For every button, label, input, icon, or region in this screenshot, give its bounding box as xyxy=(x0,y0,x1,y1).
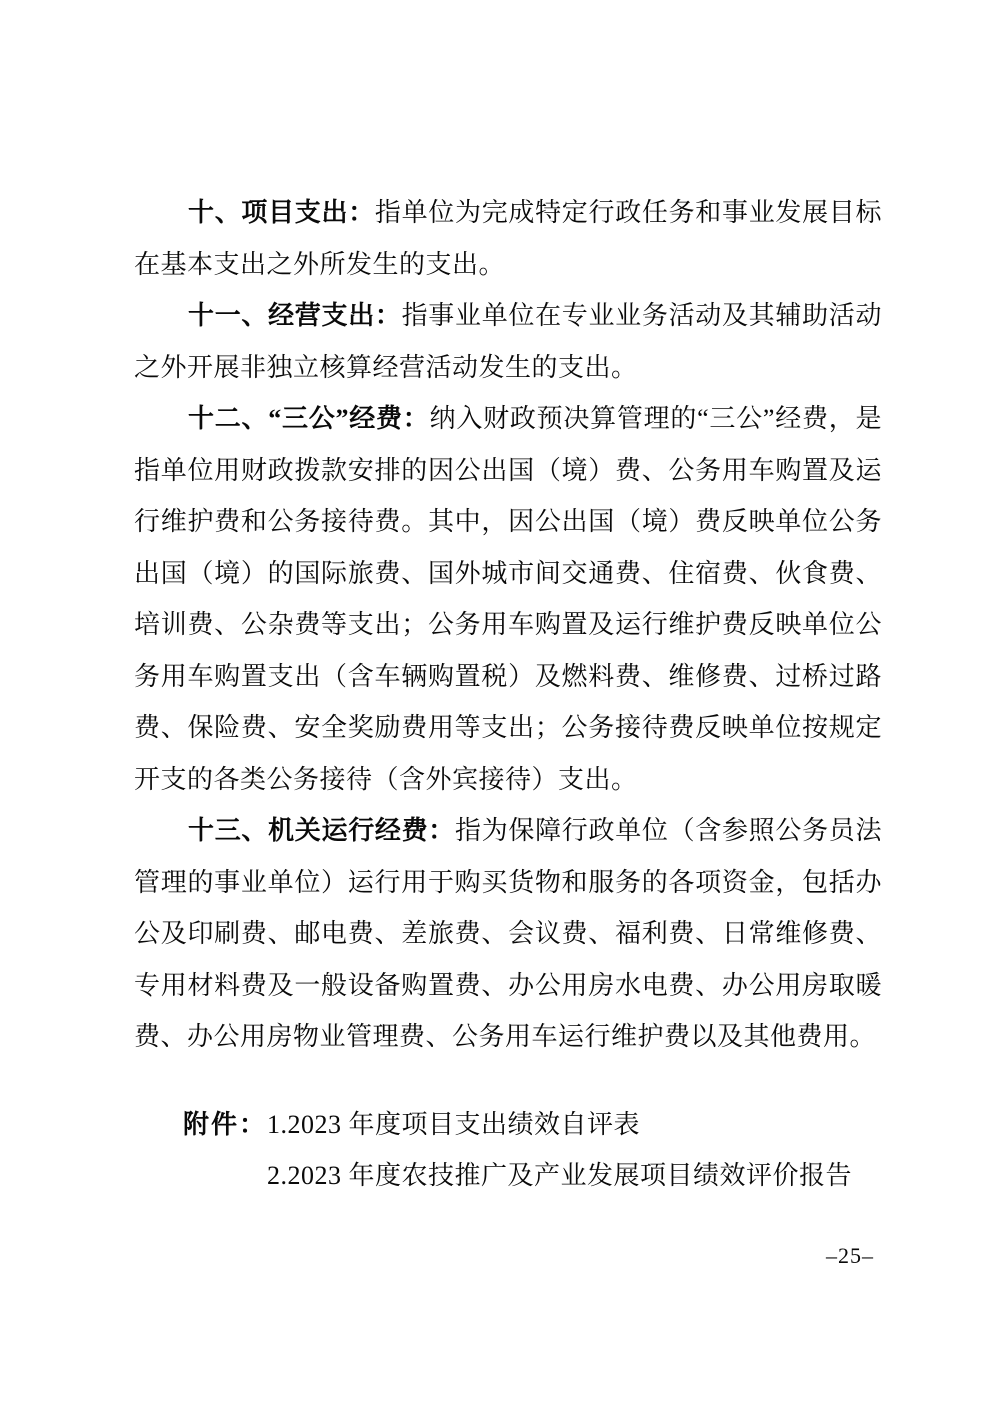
paragraph-text: 指单位为完成特定行政任务和事业发展目标在基本支出之外所发生的支出。 xyxy=(134,198,882,279)
paragraph-text: 纳入财政预决算管理的“三公”经费，是指单位用财政拨款安排的因公出国（境）费、公务用车购置及运行维护费和公务接待费。其中，因公出国（境）费反映单位公务出国（境）的国际旅费、国外城市间交通费、住宿费、伙食费、培训费、公杂费等支出；公务用车购置及运行维护费反映单位公务用车购置支出（含车辆购置税）及燃料费、维修费、过桥过路费、保险费、安全奖励费用等支出；公务接待费反映单位按规定开支的各类公务接待（含外宾接待）支出。 xyxy=(134,404,882,794)
attachment-item-2: 2.2023 年度农技推广及产业发展项目绩效评价报告 xyxy=(267,1161,853,1190)
paragraph-lead: 十、项目支出： xyxy=(188,198,375,227)
attachment-item-1: 1.2023 年度项目支出绩效自评表 xyxy=(267,1109,641,1139)
paragraph-text: 指为保障行政单位（含参照公务员法管理的事业单位）运行用于购买货物和服务的各项资金，包括办公及印刷费、邮电费、差旅费、会议费、福利费、日常维修费、专用材料费及一般设备购置费、办公用房水电费、办公用房取暖费、办公用房物业管理费、公务用车运行维护费以及其他费用。 xyxy=(134,816,882,1051)
paragraph-lead: 十二、“三公”经费： xyxy=(188,404,430,433)
paragraph-project-expenditure xyxy=(134,187,882,290)
attachments-list xyxy=(267,1099,882,1202)
document-body xyxy=(134,187,882,1202)
attachments-block xyxy=(134,1099,882,1202)
paragraph-lead: 十一、经营支出： xyxy=(188,301,402,330)
page-number: –25– xyxy=(826,1243,874,1268)
attachments-label: 附件： xyxy=(183,1109,268,1139)
paragraph-lead: 十三、机关运行经费： xyxy=(188,816,455,845)
paragraph-operating-expenditure xyxy=(134,290,882,393)
paragraph-three-public-funds xyxy=(134,393,882,805)
paragraph-agency-operating-funds xyxy=(134,805,882,1063)
paragraph-text: 指事业单位在专业业务活动及其辅助活动之外开展非独立核算经营活动发生的支出。 xyxy=(134,301,882,382)
